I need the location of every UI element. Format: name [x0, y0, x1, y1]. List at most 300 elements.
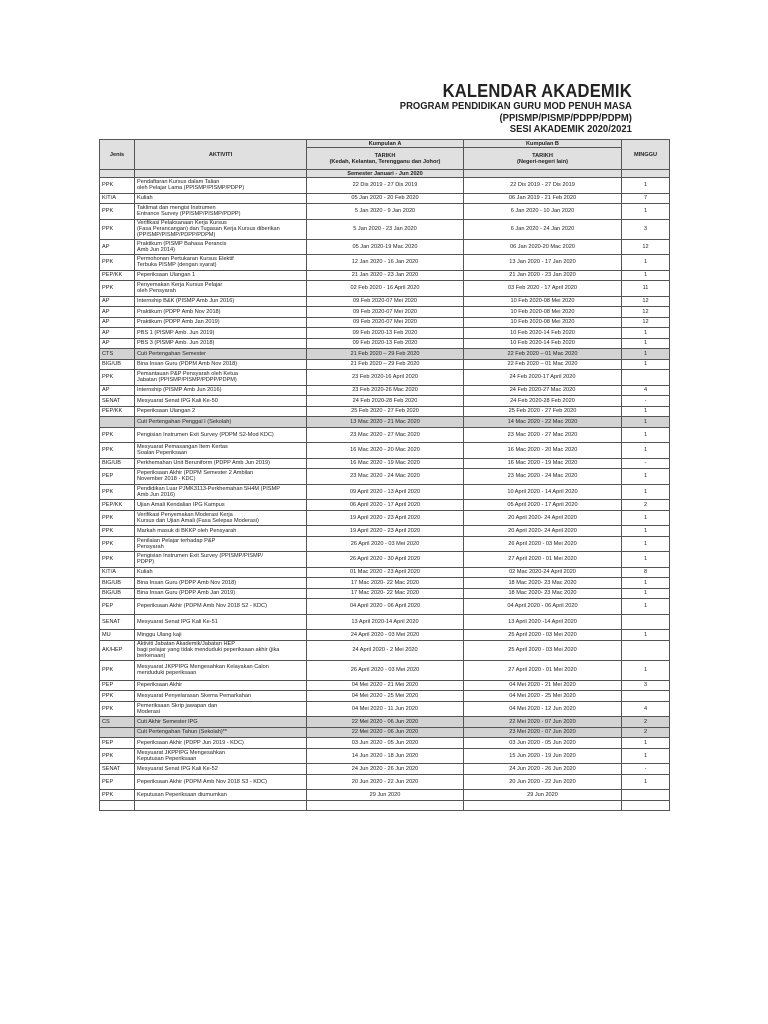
- row-jenis: CTS: [100, 349, 135, 360]
- row-aktiviti: Penyemakan Kerja Kursus Pelajar oleh Pensyarah: [135, 281, 307, 297]
- row-aktiviti: Minggu Ulang kaji: [135, 630, 307, 641]
- table-row: [100, 255, 670, 271]
- table-row: [100, 660, 670, 680]
- row-aktiviti: Mesyuarat Senat IPG Kali Ke-51: [135, 614, 307, 630]
- row-jenis: PEP: [100, 469, 135, 485]
- row-jenis: PPK: [100, 660, 135, 680]
- row-tarikh-a: 06 April 2020 - 17 April 2020: [307, 500, 464, 511]
- row-tarikh-a: [307, 800, 464, 811]
- row-aktiviti: Pemantauan P&P Pensyarah oleh Ketua Jabatan (PPISMP/PISMP/PDPP/PDPM): [135, 370, 307, 386]
- row-minggu: 1: [622, 417, 670, 428]
- row-tarikh-b: 23 Mac 2020 - 24 Mac 2020: [464, 469, 622, 485]
- row-aktiviti: Ujian Amali Kendalian IPG Kampus: [135, 500, 307, 511]
- table-row: [100, 599, 670, 615]
- table-row: [100, 296, 670, 307]
- row-aktiviti: Penilaian Pelajar terhadap P&P Pensyarah: [135, 536, 307, 552]
- row-minggu: 3: [622, 680, 670, 691]
- row-tarikh-a: 13 April 2020-14 April 2020: [307, 614, 464, 630]
- table-row: [100, 406, 670, 417]
- table-row: [100, 748, 670, 764]
- table-row: [100, 738, 670, 749]
- table-row: [100, 417, 670, 428]
- table-row: [100, 359, 670, 370]
- table-row: [100, 317, 670, 328]
- row-aktiviti: Mesyuarat Senat IPG Kali Ke-52: [135, 764, 307, 775]
- row-aktiviti: Bina Insan Guru (PDPP Amb Nov 2018): [135, 578, 307, 589]
- row-tarikh-a: 13 Mac 2020 - 21 Mac 2020: [307, 417, 464, 428]
- row-tarikh-a: 5 Jan 2020 - 9 Jan 2020: [307, 204, 464, 220]
- calendar-table: [99, 139, 670, 811]
- row-tarikh-a: 04 Mei 2020 - 21 Mei 2020: [307, 680, 464, 691]
- table-row: [100, 567, 670, 578]
- row-tarikh-a: 24 April 2020 - 2 Mei 2020: [307, 640, 464, 660]
- row-tarikh-a: 04 Mei 2020 - 11 Jun 2020: [307, 701, 464, 717]
- row-aktiviti: PBS 1 (PISMP Amb. Jun 2019): [135, 328, 307, 339]
- row-tarikh-b: 6 Jan 2020 - 24 Jan 2020: [464, 219, 622, 239]
- row-minggu: 2: [622, 500, 670, 511]
- row-minggu: [622, 370, 670, 386]
- table-row: [100, 469, 670, 485]
- row-jenis: AP: [100, 239, 135, 255]
- row-aktiviti: Pemeriksaan Skrip jawapan dan Moderasi: [135, 701, 307, 717]
- row-tarikh-b: 03 Feb 2020 - 17 April 2020: [464, 281, 622, 297]
- row-aktiviti: Peperiksaan Akhir (PDPP Jun 2019 - KDC): [135, 738, 307, 749]
- row-jenis: PPK: [100, 748, 135, 764]
- row-tarikh-a: 20 Jun 2020 - 22 Jun 2020: [307, 774, 464, 790]
- row-jenis: PPK: [100, 484, 135, 500]
- row-tarikh-b: 22 Feb 2020 – 01 Mac 2020: [464, 349, 622, 360]
- row-jenis: AP: [100, 296, 135, 307]
- row-tarikh-a: 19 April 2020 - 23 April 2020: [307, 526, 464, 537]
- row-minggu: 4: [622, 385, 670, 396]
- row-aktiviti: Peperiksaan Ulangan 2: [135, 406, 307, 417]
- row-jenis: BIG/UB: [100, 359, 135, 370]
- row-minggu: 1: [622, 328, 670, 339]
- table-row: [100, 239, 670, 255]
- row-tarikh-a: 21 Jan 2020 - 23 Jan 2020: [307, 270, 464, 281]
- table-row: [100, 307, 670, 318]
- row-jenis: BIG/UB: [100, 588, 135, 599]
- row-jenis: PPK: [100, 178, 135, 194]
- row-tarikh-b: 04 Mei 2020 - 25 Mei 2020: [464, 691, 622, 702]
- header-jenis: Jenis: [100, 140, 135, 170]
- row-jenis: PPK: [100, 204, 135, 220]
- row-aktiviti: Bina Insan Guru (PDPM Amb Nov 2018): [135, 359, 307, 370]
- row-tarikh-b: 18 Mac 2020- 23 Mac 2020: [464, 578, 622, 589]
- row-jenis: MU: [100, 630, 135, 641]
- row-aktiviti: Pengisian Instrumen Exit Survey (PDPM S2-Mod KDC): [135, 427, 307, 443]
- row-tarikh-b: 24 Feb 2020-17 April 2020: [464, 370, 622, 386]
- table-row: [100, 800, 670, 811]
- row-tarikh-b: 24 Jun 2020 - 26 Jun 2020: [464, 764, 622, 775]
- row-aktiviti: Peperiksaan Ulangan 1: [135, 270, 307, 281]
- row-aktiviti: Peperiksaan Akhir (PDPM Amb Nov 2018 S2 - KDC): [135, 599, 307, 615]
- header-aktiviti: AKTIVITI: [135, 140, 307, 170]
- row-jenis: PPK: [100, 219, 135, 239]
- row-jenis: PPK: [100, 281, 135, 297]
- row-tarikh-a: 22 Dis 2019 - 27 Dis 2019: [307, 178, 464, 194]
- row-aktiviti: Taklimat dan mengisi Instrumen Entrance Survey (PPISMP/PISMP/PDPP): [135, 204, 307, 220]
- row-minggu: [622, 691, 670, 702]
- row-minggu: 1: [622, 359, 670, 370]
- row-tarikh-b: 25 April 2020 - 03 Mei 2020: [464, 640, 622, 660]
- row-tarikh-b: 22 Dis 2019 - 27 Dis 2019: [464, 178, 622, 194]
- row-tarikh-a: 19 April 2020 - 23 April 2020: [307, 510, 464, 526]
- row-tarikh-b: 10 Feb 2020-08 Mei 2020: [464, 307, 622, 318]
- row-minggu: 12: [622, 296, 670, 307]
- row-jenis: K/T/A: [100, 193, 135, 204]
- row-jenis: [100, 417, 135, 428]
- row-minggu: [622, 614, 670, 630]
- row-aktiviti: Verifikasi Pelaksanaan Kerja Kursus (Fasa Perancangan) dan Tugasan Kerja Kursus diberikan (PPISMP/PISMP/PDPP/PDPM): [135, 219, 307, 239]
- row-aktiviti: Peperiksaan Akhir (PDPM Semester 2 Ambilan November 2018 - KDC): [135, 469, 307, 485]
- row-aktiviti: Cuti Akhir Semester IPG: [135, 717, 307, 728]
- row-aktiviti: Cuti Pertengahan Penggal I (Sekolah): [135, 417, 307, 428]
- row-jenis: SENAT: [100, 614, 135, 630]
- row-tarikh-b: 10 Feb 2020-08 Mei 2020: [464, 317, 622, 328]
- table-row: [100, 614, 670, 630]
- row-tarikh-a: 09 Feb 2020-13 Feb 2020: [307, 328, 464, 339]
- row-tarikh-b: 23 Mei 2020 - 07 Jun 2020: [464, 727, 622, 738]
- row-minggu: [622, 790, 670, 801]
- row-tarikh-a: 09 Feb 2020-07 Mei 2020: [307, 307, 464, 318]
- row-aktiviti: Mesyuarat JKPPIPG Mengesahkan Keputusan Peperiksaan: [135, 748, 307, 764]
- row-tarikh-b: 23 Mac 2020 - 27 Mac 2020: [464, 427, 622, 443]
- row-jenis: CS: [100, 717, 135, 728]
- row-tarikh-a: 09 April 2020 - 13 April 2020: [307, 484, 464, 500]
- row-minggu: 12: [622, 317, 670, 328]
- row-aktiviti: Cuti Pertengahan Semester: [135, 349, 307, 360]
- row-tarikh-a: 29 Jun 2020: [307, 790, 464, 801]
- table-row: [100, 204, 670, 220]
- semester-row: [100, 170, 670, 178]
- row-jenis: PPK: [100, 526, 135, 537]
- row-minggu: [622, 800, 670, 811]
- row-tarikh-b: 15 Jun 2020 - 19 Jun 2020: [464, 748, 622, 764]
- row-minggu: -: [622, 764, 670, 775]
- table-row: [100, 443, 670, 459]
- table-row: [100, 500, 670, 511]
- row-minggu: 1: [622, 738, 670, 749]
- semester-label: Semester Januari - Jun 2020: [307, 170, 464, 178]
- program-codes-line: (PPISMP/PISMP/PDPP/PDPM): [499, 111, 632, 124]
- row-tarikh-a: 17 Mac 2020- 22 Mac 2020: [307, 588, 464, 599]
- tarikh-b-states: (Negeri-negeri lain): [517, 158, 568, 165]
- table-row: [100, 385, 670, 396]
- row-tarikh-b: 04 Mei 2020 - 21 Mei 2020: [464, 680, 622, 691]
- row-tarikh-a: 24 April 2020 - 03 Mei 2020: [307, 630, 464, 641]
- row-aktiviti: Perkhemahan Unit Beruniform (PDPP Amb Jun 2019): [135, 458, 307, 469]
- row-tarikh-a: 22 Mei 2020 - 06 Jun 2020: [307, 727, 464, 738]
- row-minggu: 1: [622, 526, 670, 537]
- row-tarikh-a: 26 April 2020 - 03 Mei 2020: [307, 660, 464, 680]
- row-jenis: PEP: [100, 680, 135, 691]
- row-jenis: AP: [100, 317, 135, 328]
- table-row: [100, 640, 670, 660]
- table-row: [100, 193, 670, 204]
- row-tarikh-a: 23 Mac 2020 - 24 Mac 2020: [307, 469, 464, 485]
- row-tarikh-a: 16 Mac 2020 - 19 Mac 2020: [307, 458, 464, 469]
- row-tarikh-b: 14 Mac 2020 - 22 Mac 2020: [464, 417, 622, 428]
- row-jenis: PPK: [100, 790, 135, 801]
- row-minggu: 12: [622, 239, 670, 255]
- table-row: [100, 764, 670, 775]
- tarikh-a-states: (Kedah, Kelantan, Terengganu dan Johor): [329, 158, 441, 165]
- row-jenis: PEP/KK: [100, 500, 135, 511]
- row-jenis: PPK: [100, 255, 135, 271]
- row-tarikh-a: 12 Jan 2020 - 16 Jan 2020: [307, 255, 464, 271]
- row-tarikh-b: 10 Feb 2020-08 Mei 2020: [464, 296, 622, 307]
- row-tarikh-a: 25 Feb 2020 - 27 Feb 2020: [307, 406, 464, 417]
- row-minggu: 1: [622, 406, 670, 417]
- row-tarikh-b: 04 Mei 2020 - 12 Jun 2020: [464, 701, 622, 717]
- row-tarikh-b: 18 Mac 2020- 23 Mac 2020: [464, 588, 622, 599]
- row-tarikh-b: 27 April 2020 - 01 Mei 2020: [464, 660, 622, 680]
- table-row: [100, 328, 670, 339]
- row-tarikh-a: 04 Mei 2020 - 25 Mei 2020: [307, 691, 464, 702]
- row-jenis: PPK: [100, 510, 135, 526]
- row-minggu: 1: [622, 338, 670, 349]
- row-tarikh-a: 14 Jun 2020 - 18 Jun 2020: [307, 748, 464, 764]
- row-tarikh-a: 5 Jan 2020 - 23 Jan 2020: [307, 219, 464, 239]
- row-tarikh-b: 20 April 2020- 24 April 2020: [464, 526, 622, 537]
- row-aktiviti: Mesyuarat Pemasangan Item Kertas Soalan Peperiksaan: [135, 443, 307, 459]
- row-tarikh-a: 09 Feb 2020-07 Mei 2020: [307, 296, 464, 307]
- row-jenis: K/T/A: [100, 567, 135, 578]
- table-row: [100, 510, 670, 526]
- row-minggu: 1: [622, 552, 670, 568]
- row-jenis: AP: [100, 328, 135, 339]
- row-minggu: 1: [622, 630, 670, 641]
- row-tarikh-b: 22 Feb 2020 – 01 Mac 2020: [464, 359, 622, 370]
- tarikh-a-label: TARIKH: [374, 152, 396, 159]
- row-jenis: BIG/UB: [100, 578, 135, 589]
- table-row: [100, 774, 670, 790]
- row-jenis: PEP/KK: [100, 270, 135, 281]
- row-minggu: 1: [622, 178, 670, 194]
- row-jenis: [100, 800, 135, 811]
- row-minggu: 4: [622, 701, 670, 717]
- row-minggu: 1: [622, 204, 670, 220]
- row-jenis: PPK: [100, 443, 135, 459]
- row-aktiviti: Markah masuk di BKKP oleh Pensyarah: [135, 526, 307, 537]
- row-minggu: 1: [622, 578, 670, 589]
- row-minggu: 1: [622, 443, 670, 459]
- row-tarikh-b: 22 Mei 2020 - 07 Jun 2020: [464, 717, 622, 728]
- row-tarikh-b: 20 April 2020- 24 April 2020: [464, 510, 622, 526]
- row-jenis: AK/HEP: [100, 640, 135, 660]
- row-minggu: 1: [622, 510, 670, 526]
- table-row: [100, 270, 670, 281]
- row-tarikh-a: 21 Feb 2020 – 29 Feb 2020: [307, 349, 464, 360]
- row-aktiviti: Keputusan Peperiksaan diumumkan: [135, 790, 307, 801]
- row-tarikh-b: 13 Jan 2020 - 17 Jan 2020: [464, 255, 622, 271]
- table-row: [100, 458, 670, 469]
- row-jenis: PEP: [100, 774, 135, 790]
- table-row: [100, 701, 670, 717]
- row-jenis: PPK: [100, 370, 135, 386]
- row-minggu: 1: [622, 484, 670, 500]
- row-jenis: BIG/UB: [100, 458, 135, 469]
- row-minggu: 1: [622, 255, 670, 271]
- row-aktiviti: Bina Insan Guru (PDPP Amb Jan 2019): [135, 588, 307, 599]
- row-tarikh-b: 16 Mac 2020 - 20 Mac 2020: [464, 443, 622, 459]
- row-jenis: AP: [100, 338, 135, 349]
- table-row: [100, 630, 670, 641]
- row-aktiviti: Cuti Pertengahan Tahun (Sekolah)**: [135, 727, 307, 738]
- row-minggu: 1: [622, 469, 670, 485]
- row-tarikh-b: 10 April 2020 - 14 April 2020: [464, 484, 622, 500]
- row-tarikh-a: 22 Mei 2020 - 06 Jun 2020: [307, 717, 464, 728]
- row-tarikh-a: 24 Feb 2020-28 Feb 2020: [307, 396, 464, 407]
- row-tarikh-a: 23 Feb 2020-26 Mac 2020: [307, 385, 464, 396]
- row-tarikh-a: 05 Jan 2020 - 20 Feb 2020: [307, 193, 464, 204]
- page-title: KALENDAR AKADEMIK: [442, 81, 632, 101]
- row-minggu: 8: [622, 567, 670, 578]
- row-tarikh-b: 06 Jan 2019 - 21 Feb 2020: [464, 193, 622, 204]
- row-tarikh-b: 25 Feb 2020 - 27 Feb 2020: [464, 406, 622, 417]
- row-tarikh-b: 20 Jun 2020 - 22 Jun 2020: [464, 774, 622, 790]
- row-aktiviti: Kuliah: [135, 193, 307, 204]
- row-tarikh-b: 24 Feb 2020-28 Feb 2020: [464, 396, 622, 407]
- row-tarikh-a: 09 Feb 2020-13 Feb 2020: [307, 338, 464, 349]
- table-row: [100, 219, 670, 239]
- table-row: [100, 727, 670, 738]
- row-aktiviti: Peperiksaan Akhir: [135, 680, 307, 691]
- row-aktiviti: Permohonan Pertukaran Kursus Elektif Terbuka PISMP (dengan syarat): [135, 255, 307, 271]
- row-aktiviti: Internship (PISMP Amb Jun 2016): [135, 385, 307, 396]
- row-tarikh-b: 05 April 2020 - 17 April 2020: [464, 500, 622, 511]
- row-minggu: 1: [622, 536, 670, 552]
- row-minggu: 12: [622, 307, 670, 318]
- row-minggu: 1: [622, 427, 670, 443]
- row-jenis: PPK: [100, 427, 135, 443]
- table-row: [100, 717, 670, 728]
- table-row: [100, 536, 670, 552]
- row-aktiviti: Pendaftaran Kursus dalam Talian oleh Pelajar Lama (PPISMP/PISMP/PDPP): [135, 178, 307, 194]
- row-tarikh-a: 03 Jun 2020 - 05 Jun 2020: [307, 738, 464, 749]
- calendar-body: [100, 170, 670, 811]
- row-tarikh-a: 04 April 2020 - 06 April 2020: [307, 599, 464, 615]
- row-tarikh-a: 01 Mac 2020 - 23 April 2020: [307, 567, 464, 578]
- row-tarikh-b: 29 Jun 2020: [464, 790, 622, 801]
- table-row: [100, 526, 670, 537]
- row-minggu: 1: [622, 774, 670, 790]
- row-jenis: AP: [100, 385, 135, 396]
- row-minggu: 1: [622, 660, 670, 680]
- table-row: [100, 552, 670, 568]
- table-row: [100, 178, 670, 194]
- row-tarikh-b: 10 Feb 2020-14 Feb 2020: [464, 338, 622, 349]
- row-aktiviti: Kuliah: [135, 567, 307, 578]
- row-minggu: 2: [622, 727, 670, 738]
- table-row: [100, 578, 670, 589]
- row-jenis: PPK: [100, 552, 135, 568]
- row-jenis: PPK: [100, 701, 135, 717]
- row-minggu: 2: [622, 717, 670, 728]
- row-minggu: -: [622, 396, 670, 407]
- row-tarikh-b: 25 April 2020 - 03 Mei 2020: [464, 630, 622, 641]
- row-jenis: PPK: [100, 536, 135, 552]
- row-minggu: 1: [622, 349, 670, 360]
- row-aktiviti: Peperiksaan Akhir (PDPM Amb Nov 2018 S3 - KDC): [135, 774, 307, 790]
- row-tarikh-b: 6 Jan 2020 - 10 Jan 2020: [464, 204, 622, 220]
- row-aktiviti: Praktikum (PISMP Bahasa Perancis Amb Jun 2014): [135, 239, 307, 255]
- row-tarikh-a: 24 Jun 2020 - 26 Jun 2020: [307, 764, 464, 775]
- row-jenis: PEP: [100, 738, 135, 749]
- row-minggu: 1: [622, 599, 670, 615]
- row-tarikh-a: 02 Feb 2020 - 16 April 2020: [307, 281, 464, 297]
- row-tarikh-b: 06 Jan 2020-20 Mac 2020: [464, 239, 622, 255]
- row-minggu: 1: [622, 270, 670, 281]
- row-jenis: PEP: [100, 599, 135, 615]
- header-tarikh-b: [464, 148, 622, 170]
- row-tarikh-b: 13 April 2020 -14 April 2020: [464, 614, 622, 630]
- row-jenis: AP: [100, 307, 135, 318]
- program-line: PROGRAM PENDIDIKAN GURU MOD PENUH MASA: [399, 100, 632, 112]
- row-tarikh-a: 26 April 2020 - 30 April 2020: [307, 552, 464, 568]
- row-aktiviti: Mesyuarat JKPPIPG Mengesahkan Kelayakan Calon menduduki peperiksaan: [135, 660, 307, 680]
- row-minggu: -: [622, 458, 670, 469]
- table-row: [100, 281, 670, 297]
- row-aktiviti: Pengisian Instrumen Exit Survey (PPISMP/PISMP/ PDPP): [135, 552, 307, 568]
- row-tarikh-a: 17 Mac 2020- 22 Mac 2020: [307, 578, 464, 589]
- row-tarikh-a: 09 Feb 2020-07 Mei 2020: [307, 317, 464, 328]
- table-row: [100, 370, 670, 386]
- tarikh-b-label: TARIKH: [532, 152, 553, 159]
- header-kumpulan-a: Kumpulan A: [307, 140, 464, 148]
- row-jenis: SENAT: [100, 764, 135, 775]
- row-tarikh-a: 26 April 2020 - 03 Mei 2020: [307, 536, 464, 552]
- table-row: [100, 790, 670, 801]
- row-aktiviti: Aktiviti Jabatan Akademik/Jabatan HEP bagi pelajar yang tidak menduduki peperiksaan akhir (jika berkenaan): [135, 640, 307, 660]
- table-row: [100, 427, 670, 443]
- row-aktiviti: Internship B&K (PISMP Amb Jun 2016): [135, 296, 307, 307]
- row-aktiviti: PBS 3 (PISMP Amb. Jun 2018): [135, 338, 307, 349]
- row-minggu: 11: [622, 281, 670, 297]
- row-tarikh-b: 16 Mac 2020 - 19 Mac 2020: [464, 458, 622, 469]
- table-row: [100, 338, 670, 349]
- row-aktiviti: [135, 800, 307, 811]
- row-aktiviti: Verifikasi Penyemakan Moderasi Kerja Kursus dan Ujian Amali (Fasa Selepas Moderasi): [135, 510, 307, 526]
- document-header: [374, 82, 632, 135]
- row-minggu: 1: [622, 748, 670, 764]
- row-jenis: PPK: [100, 691, 135, 702]
- table-row: [100, 680, 670, 691]
- row-tarikh-a: 21 Feb 2020 – 29 Feb 2020: [307, 359, 464, 370]
- row-tarikh-a: 16 Mac 2020 - 20 Mac 2020: [307, 443, 464, 459]
- row-tarikh-a: 23 Mac 2020 - 27 Mac 2020: [307, 427, 464, 443]
- row-minggu: [622, 640, 670, 660]
- row-minggu: 1: [622, 588, 670, 599]
- row-minggu: 3: [622, 219, 670, 239]
- row-jenis: PEP/KK: [100, 406, 135, 417]
- table-row: [100, 396, 670, 407]
- header-tarikh-a: [307, 148, 464, 170]
- row-aktiviti: Mesyuarat Penyelarasan Skema Pemarkahan: [135, 691, 307, 702]
- row-tarikh-b: 27 April 2020 - 01 Mei 2020: [464, 552, 622, 568]
- header-kumpulan-b: Kumpulan B: [464, 140, 622, 148]
- row-tarikh-b: 04 April 2020 - 06 April 2020: [464, 599, 622, 615]
- table-row: [100, 691, 670, 702]
- row-tarikh-b: 24 Feb 2020-27 Mac 2020: [464, 385, 622, 396]
- table-row: [100, 588, 670, 599]
- row-aktiviti: Praktikum (PDPP Amb Nov 2018): [135, 307, 307, 318]
- row-tarikh-b: [464, 800, 622, 811]
- row-jenis: [100, 727, 135, 738]
- row-tarikh-b: 03 Jun 2020 - 05 Jun 2020: [464, 738, 622, 749]
- table-row: [100, 484, 670, 500]
